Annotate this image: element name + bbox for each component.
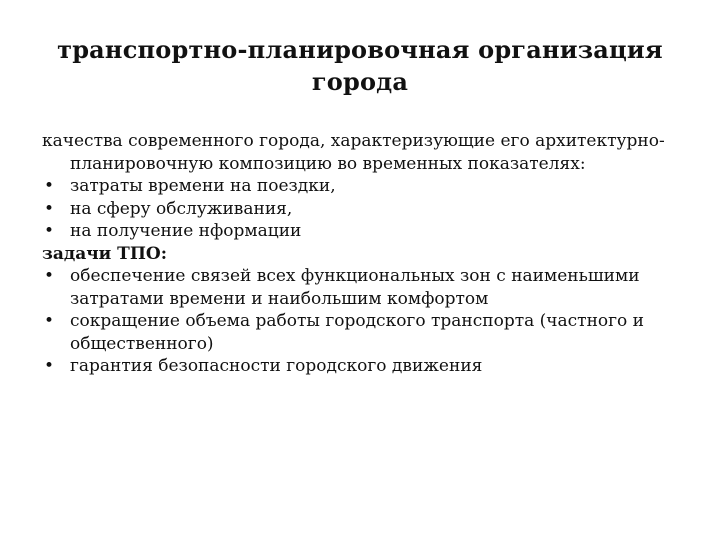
bullet-text: сокращение объема работы городского транспорта (частного и общественного)	[70, 311, 645, 354]
bullet-item	[42, 198, 682, 221]
bullet-item	[42, 220, 682, 243]
bullet-item	[42, 310, 682, 355]
section-2-heading: задачи ТПО:	[42, 243, 167, 264]
bullet-icon: •	[43, 198, 55, 219]
bullet-text: на получение нформации	[70, 221, 302, 241]
bullet-text: обеспечение связей всех функциональных зон с наименьшими затратами времени и наибольшим комфортом	[70, 266, 640, 309]
bullet-icon: •	[43, 356, 55, 376]
title-line-2: города	[311, 67, 409, 96]
bullet-icon: •	[43, 311, 55, 331]
bullet-icon: •	[43, 266, 55, 286]
bullet-icon: •	[43, 221, 55, 241]
bullet-text: затраты времени на поездки,	[70, 176, 336, 196]
bullet-item	[42, 265, 682, 310]
bullet-item	[42, 355, 682, 378]
bullet-icon: •	[43, 176, 55, 196]
slide-body	[42, 130, 682, 378]
bullet-text: гарантия безопасности городского движения	[70, 356, 483, 376]
section-1-intro: качества современного города, характеризующие его архитектурно-планировочную композицию во временных показателях:	[42, 131, 665, 174]
bullet-item	[42, 175, 682, 198]
bullet-text: на сферу обслуживания,	[70, 198, 293, 219]
slide-title	[36, 34, 684, 98]
title-line-1: транспортно-планировочная организация	[57, 35, 663, 64]
